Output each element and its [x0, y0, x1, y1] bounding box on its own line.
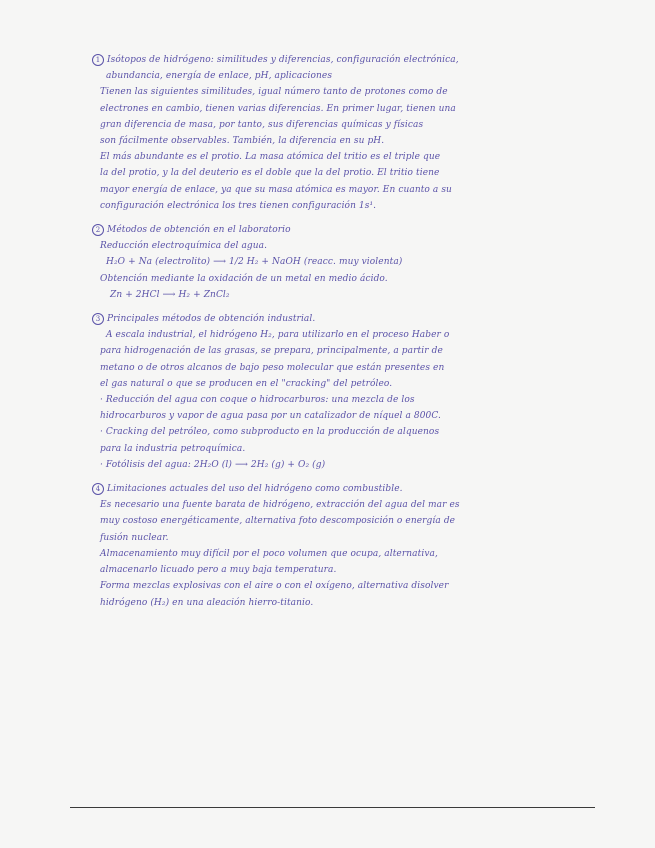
- section-number-badge: 1: [92, 54, 104, 66]
- body-line: el gas natural o que se producen en el "cracking" del petróleo.: [100, 378, 393, 389]
- section-title-continued: abundancia, energía de enlace, pH, aplicaciones: [106, 71, 333, 82]
- body-line: gran diferencia de masa, por tanto, sus diferencias químicas y físicas: [100, 119, 424, 130]
- section-heading: [92, 311, 562, 327]
- body-line: almacenarlo licuado pero a muy baja temperatura.: [100, 565, 337, 576]
- body-line: configuración electrónica los tres tienen configuración 1s¹.: [100, 200, 377, 211]
- body-line: hidrocarburos y vapor de agua pasa por un catalizador de níquel a 800C.: [100, 411, 442, 422]
- body-line: son fácilmente observables. También, la diferencia en su pH.: [100, 136, 385, 147]
- body-line: A escala industrial, el hidrógeno H₂, para utilizarlo en el proceso Haber o: [106, 330, 450, 341]
- bullet-line: · Reducción del agua con coque o hidrocarburos: una mezcla de los: [100, 395, 415, 406]
- body-line: Forma mezclas explosivas con el aire o con el oxígeno, alternativa disolver: [100, 581, 449, 592]
- section-number-badge: 2: [92, 224, 104, 236]
- body-line: fusión nuclear.: [100, 532, 169, 543]
- section-heading: [92, 481, 562, 497]
- body-line: Es necesario una fuente barata de hidrógeno, extracción del agua del mar es: [100, 500, 460, 511]
- bullet-line: · Fotólisis del agua: 2H₂O (l) ⟶ 2H₂ (g) + O₂ (g): [100, 459, 326, 470]
- body-line: muy costoso energéticamente, alternativa foto descomposición o energía de: [100, 516, 456, 527]
- section-3: [92, 311, 562, 473]
- equation-line: H₂O + Na (electrolito) ⟶ 1/2 H₂ + NaOH (reacc. muy violenta): [106, 257, 403, 268]
- section-2: [92, 222, 562, 303]
- equation-line: Zn + 2HCl ⟶ H₂ + ZnCl₂: [110, 289, 230, 300]
- body-line: Reducción electroquímica del agua.: [100, 241, 268, 252]
- section-title: Isótopos de hidrógeno: similitudes y diferencias, configuración electrónica,: [107, 55, 459, 65]
- section-heading: [92, 222, 562, 238]
- body-line: Almacenamiento muy difícil por el poco volumen que ocupa, alternativa,: [100, 548, 438, 559]
- body-line: metano o de otros alcanos de bajo peso molecular que están presentes en: [100, 362, 445, 373]
- section-1: [92, 52, 562, 214]
- body-line: para hidrogenación de las grasas, se prepara, principalmente, a partir de: [100, 346, 443, 357]
- body-line: Tienen las siguientes similitudes, igual número tanto de protones como de: [100, 87, 448, 98]
- body-line: la del protio, y la del deuterio es el doble que la del protio. El tritio tiene: [100, 168, 440, 179]
- body-line: mayor energía de enlace, ya que su masa atómica es mayor. En cuanto a su: [100, 184, 452, 195]
- body-line: El más abundante es el protio. La masa atómica del tritio es el triple que: [100, 152, 441, 163]
- section-title: Métodos de obtención en el laboratorio: [107, 225, 291, 236]
- section-number-badge: 3: [92, 313, 104, 325]
- section-heading: [92, 52, 562, 68]
- section-4: [92, 481, 562, 611]
- section-title: Limitaciones actuales del uso del hidrógeno como combustible.: [107, 484, 403, 495]
- body-line: Obtención mediante la oxidación de un metal en medio ácido.: [100, 273, 388, 284]
- section-number-badge: 4: [92, 483, 104, 495]
- section-title: Principales métodos de obtención industrial.: [107, 314, 316, 325]
- handwritten-notes: [92, 52, 562, 611]
- body-line: electrones en cambio, tienen varias diferencias. En primer lugar, tienen una: [100, 103, 456, 114]
- page-bottom-rule: [70, 807, 595, 808]
- body-line: hidrógeno (H₂) en una aleación hierro-titanio.: [100, 597, 314, 608]
- body-line: para la industria petroquímica.: [100, 443, 246, 454]
- bullet-line: · Cracking del petróleo, como subproducto en la producción de alquenos: [100, 427, 440, 438]
